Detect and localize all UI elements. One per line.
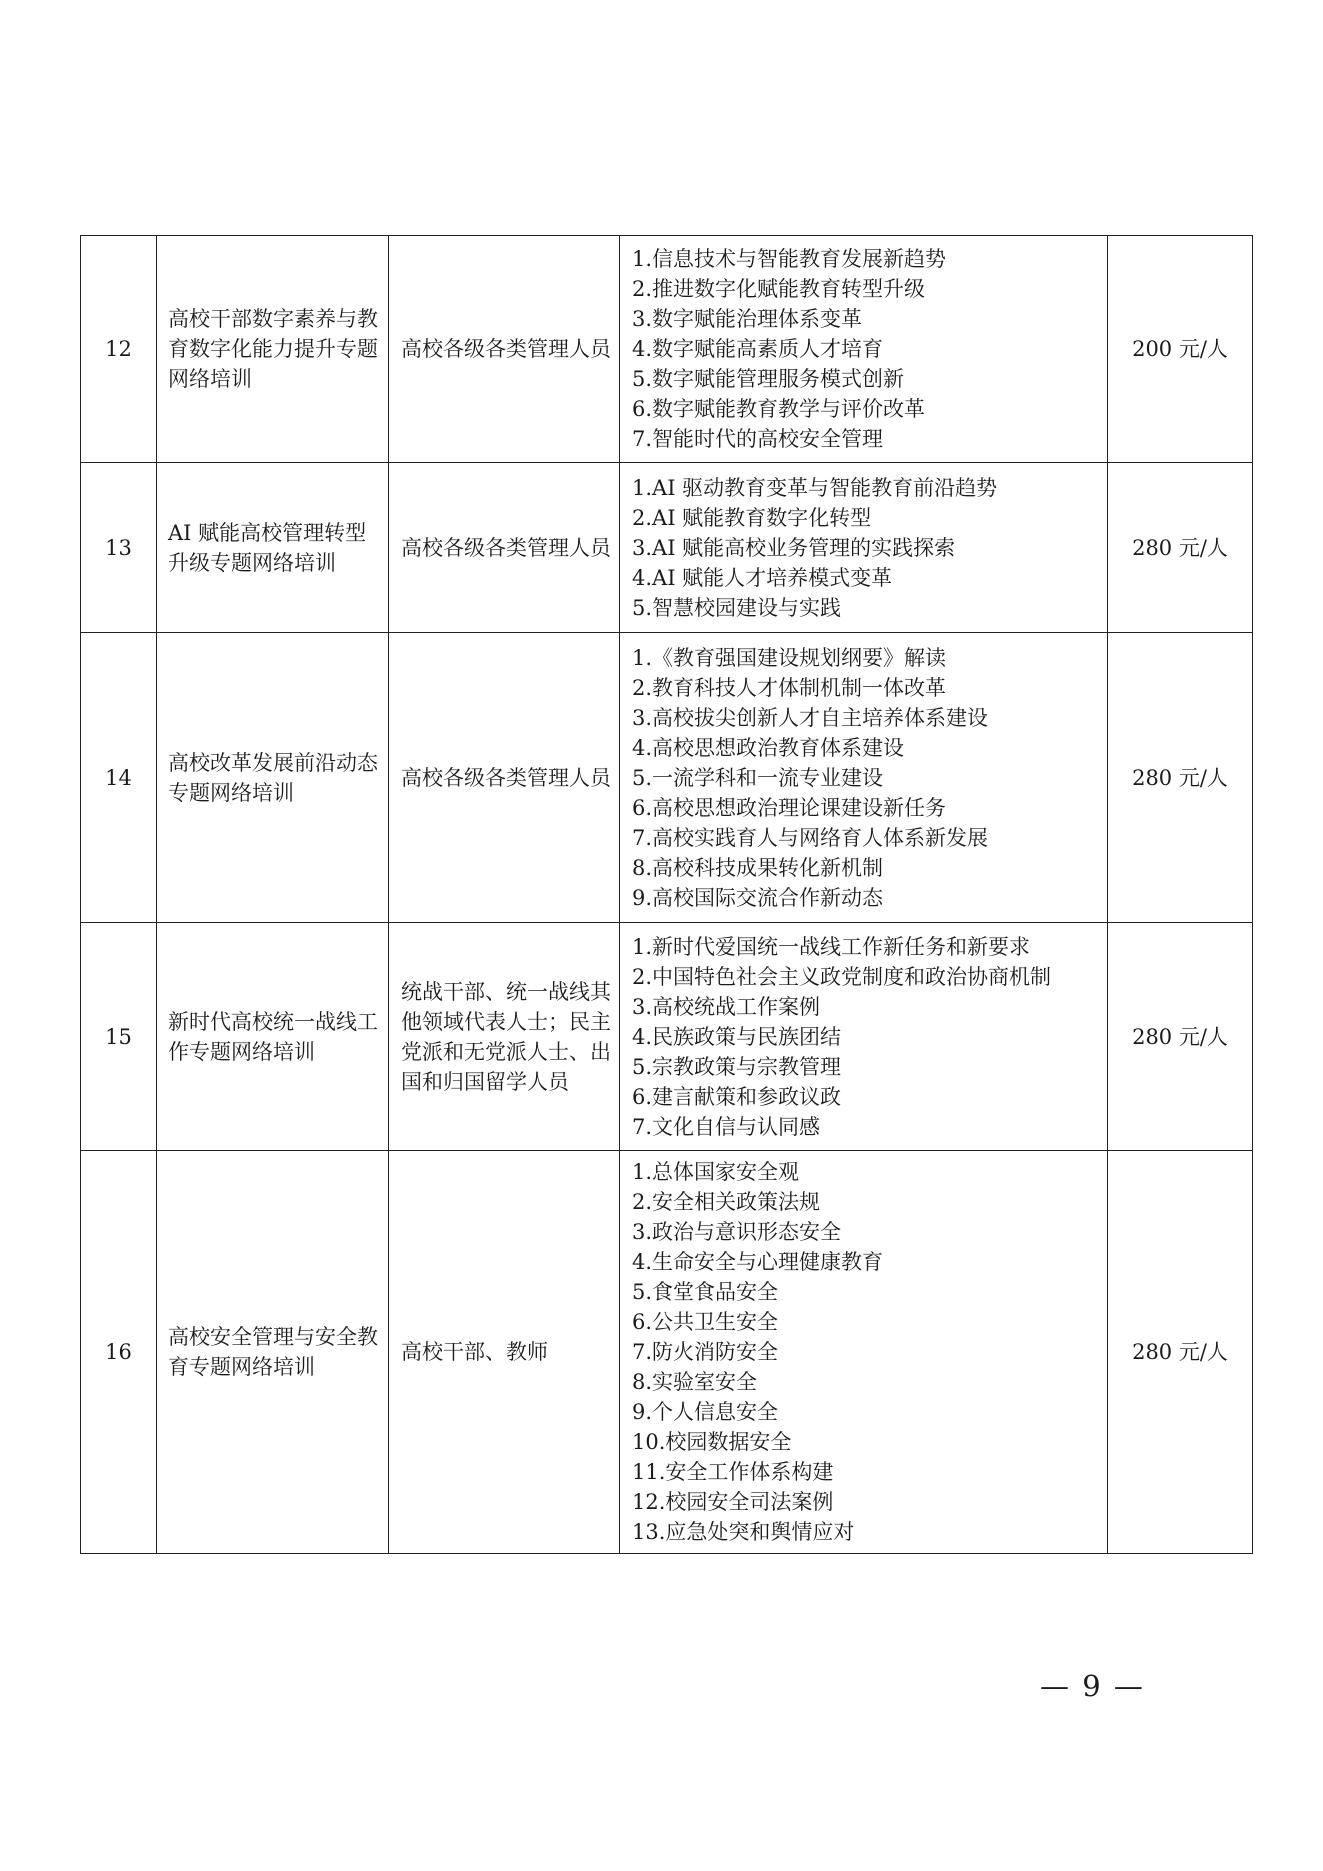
course-number: 14 bbox=[81, 633, 157, 923]
table-row bbox=[81, 236, 1253, 463]
topic-item: 3.高校拔尖创新人才自主培养体系建设 bbox=[632, 705, 989, 730]
topic-item: 3.AI 赋能高校业务管理的实践探索 bbox=[632, 535, 956, 560]
topic-item: 6.公共卫生安全 bbox=[632, 1310, 779, 1334]
table-row bbox=[81, 463, 1253, 633]
course-fee: 280 元/人 bbox=[1108, 463, 1253, 633]
course-audience: 高校干部、教师 bbox=[389, 1151, 620, 1554]
topic-item: 10.校园数据安全 bbox=[632, 1430, 792, 1454]
topic-item: 5.数字赋能管理服务模式创新 bbox=[632, 367, 905, 391]
topic-item: 1.《教育强国建设规划纲要》解读 bbox=[632, 645, 947, 670]
page-number: — 9 — bbox=[1040, 1669, 1145, 1703]
topic-item: 5.一流学科和一流专业建设 bbox=[632, 765, 884, 790]
course-topics bbox=[620, 463, 1108, 633]
topic-item: 8.实验室安全 bbox=[632, 1370, 758, 1394]
topic-item: 4.民族政策与民族团结 bbox=[632, 1024, 842, 1049]
topic-item: 6.建言献策和参政议政 bbox=[632, 1084, 842, 1109]
topic-item: 5.智慧校园建设与实践 bbox=[632, 595, 842, 620]
course-number: 12 bbox=[81, 236, 157, 463]
topic-item: 4.数字赋能高素质人才培育 bbox=[632, 337, 884, 361]
topic-item: 8.高校科技成果转化新机制 bbox=[632, 855, 884, 880]
course-title: 高校改革发展前沿动态专题网络培训 bbox=[157, 633, 389, 923]
course-topics bbox=[620, 1151, 1108, 1554]
table-row bbox=[81, 633, 1253, 923]
topic-item: 6.高校思想政治理论课建设新任务 bbox=[632, 795, 947, 820]
topic-item: 9.个人信息安全 bbox=[632, 1400, 779, 1424]
topic-item: 1.新时代爱国统一战线工作新任务和新要求 bbox=[632, 934, 1031, 959]
topic-item: 13.应急处突和舆情应对 bbox=[632, 1520, 855, 1544]
topic-item: 2.安全相关政策法规 bbox=[632, 1190, 821, 1214]
course-number: 16 bbox=[81, 1151, 157, 1554]
course-table bbox=[80, 235, 1253, 1554]
topic-item: 2.AI 赋能教育数字化转型 bbox=[632, 505, 872, 530]
topic-item: 5.食堂食品安全 bbox=[632, 1280, 779, 1304]
topic-item: 3.高校统战工作案例 bbox=[632, 994, 821, 1019]
topic-item: 2.中国特色社会主义政党制度和政治协商机制 bbox=[632, 964, 1052, 989]
topic-item: 6.数字赋能教育教学与评价改革 bbox=[632, 397, 926, 421]
topic-item: 9.高校国际交流合作新动态 bbox=[632, 885, 884, 910]
topic-item: 2.推进数字化赋能教育转型升级 bbox=[632, 277, 926, 301]
course-number: 13 bbox=[81, 463, 157, 633]
topic-item: 3.政治与意识形态安全 bbox=[632, 1220, 842, 1244]
topic-item: 4.生命安全与心理健康教育 bbox=[632, 1250, 884, 1274]
course-audience: 高校各级各类管理人员 bbox=[389, 236, 620, 463]
course-audience: 统战干部、统一战线其他领域代表人士；民主党派和无党派人士、出国和归国留学人员 bbox=[389, 923, 620, 1151]
course-fee: 280 元/人 bbox=[1108, 923, 1253, 1151]
topic-item: 3.数字赋能治理体系变革 bbox=[632, 307, 863, 331]
topic-item: 11.安全工作体系构建 bbox=[632, 1460, 834, 1484]
topic-item: 7.高校实践育人与网络育人体系新发展 bbox=[632, 825, 989, 850]
course-audience: 高校各级各类管理人员 bbox=[389, 463, 620, 633]
topic-item: 4.高校思想政治教育体系建设 bbox=[632, 735, 905, 760]
course-fee: 200 元/人 bbox=[1108, 236, 1253, 463]
course-number: 15 bbox=[81, 923, 157, 1151]
topic-item: 1.总体国家安全观 bbox=[632, 1160, 800, 1184]
course-title: AI 赋能高校管理转型升级专题网络培训 bbox=[157, 463, 389, 633]
course-topics bbox=[620, 923, 1108, 1151]
course-topics bbox=[620, 633, 1108, 923]
topic-item: 7.智能时代的高校安全管理 bbox=[632, 427, 884, 451]
topic-item: 12.校园安全司法案例 bbox=[632, 1490, 834, 1514]
course-title: 高校干部数字素养与教育数字化能力提升专题网络培训 bbox=[157, 236, 389, 463]
course-audience: 高校各级各类管理人员 bbox=[389, 633, 620, 923]
topic-item: 1.AI 驱动教育变革与智能教育前沿趋势 bbox=[632, 475, 998, 500]
topic-item: 4.AI 赋能人才培养模式变革 bbox=[632, 565, 893, 590]
course-fee: 280 元/人 bbox=[1108, 1151, 1253, 1554]
topic-item: 5.宗教政策与宗教管理 bbox=[632, 1054, 842, 1079]
table-row bbox=[81, 923, 1253, 1151]
topic-item: 2.教育科技人才体制机制一体改革 bbox=[632, 675, 947, 700]
course-fee: 280 元/人 bbox=[1108, 633, 1253, 923]
course-topics bbox=[620, 236, 1108, 463]
topic-item: 7.文化自信与认同感 bbox=[632, 1114, 821, 1139]
course-title: 新时代高校统一战线工作专题网络培训 bbox=[157, 923, 389, 1151]
table-row bbox=[81, 1151, 1253, 1554]
course-title: 高校安全管理与安全教育专题网络培训 bbox=[157, 1151, 389, 1554]
topic-item: 1.信息技术与智能教育发展新趋势 bbox=[632, 247, 947, 271]
topic-item: 7.防火消防安全 bbox=[632, 1340, 779, 1364]
